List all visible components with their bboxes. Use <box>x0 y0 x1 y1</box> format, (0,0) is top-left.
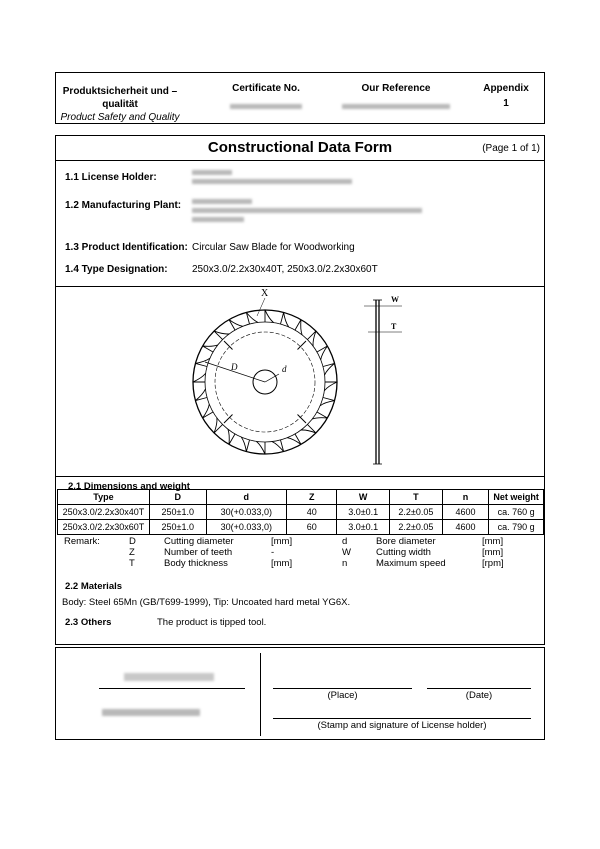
product-id-value: Circular Saw Blade for Woodworking <box>192 242 355 253</box>
remark-sym: D <box>129 536 136 547</box>
header-W: W <box>337 490 390 505</box>
stamp-line <box>273 718 531 719</box>
type-designation-label: 1.4 Type Designation: <box>65 264 168 275</box>
cell: 3.0±0.1 <box>337 505 390 520</box>
drawing-bottom-divider <box>56 476 544 477</box>
remark-desc2: Cutting width <box>376 547 431 558</box>
blade-tooth <box>265 310 274 323</box>
type-designation-value: 250x3.0/2.2x30x40T, 250x3.0/2.2x30x60T <box>192 264 378 275</box>
header-box <box>55 72 545 124</box>
remark-sym: T <box>129 558 135 569</box>
blade-tooth <box>203 404 213 418</box>
header-appendix-column <box>476 83 536 109</box>
cell: ca. 760 g <box>489 505 544 520</box>
reference-number-redacted <box>336 101 456 112</box>
remark-sym2: n <box>342 558 348 569</box>
license-holder-redacted <box>192 170 352 184</box>
saw-blade-front-view <box>193 288 337 454</box>
cell: 40 <box>287 505 337 520</box>
signature-line-left <box>99 688 245 689</box>
remark-unit2: [mm] <box>482 536 504 547</box>
signer-name-redacted <box>102 703 200 721</box>
cell: 2.2±0.05 <box>390 520 443 535</box>
cell: 250±1.0 <box>149 520 206 535</box>
remark-desc2: Maximum speed <box>376 558 446 569</box>
table-row <box>58 505 544 520</box>
signature-redacted <box>124 668 214 686</box>
others-title: 2.3 Others <box>65 617 112 628</box>
form-title-row <box>56 136 544 161</box>
remark-desc: Number of teeth <box>164 547 233 558</box>
remark-desc: Body thickness <box>164 558 228 569</box>
form-title: Constructional Data Form <box>207 139 393 156</box>
place-caption: (Place) <box>327 690 358 701</box>
remark-sym2: W <box>342 547 351 558</box>
appendix-value: 1 <box>503 98 509 109</box>
header-quality-column <box>60 85 180 124</box>
product-id-label: 1.3 Product Identification: <box>65 242 188 253</box>
label-x: X <box>261 288 269 299</box>
table-row <box>58 520 544 535</box>
cell: 250±1.0 <box>149 505 206 520</box>
header-reference-column <box>336 83 456 112</box>
cell: 250x3.0/2.2x30x60T <box>58 520 150 535</box>
saw-blade-drawing <box>56 286 544 476</box>
label-W: W <box>391 295 399 304</box>
section-1 <box>56 160 544 287</box>
label-D: D <box>231 362 238 372</box>
header-D: D <box>149 490 206 505</box>
remark-label: Remark: <box>64 536 100 547</box>
header-quality-title: Produktsicherheit und –qualität <box>62 86 178 110</box>
blade-tooth <box>317 346 327 360</box>
cell: 4600 <box>442 520 489 535</box>
blade-tooth <box>256 441 265 454</box>
manufacturing-plant-redacted <box>192 199 422 222</box>
page-indicator: (Page 1 of 1) <box>482 143 540 154</box>
appendix-label: Appendix <box>483 83 529 94</box>
cell: 60 <box>287 520 337 535</box>
header-type: Type <box>58 490 150 505</box>
cell: 2.2±0.05 <box>390 505 443 520</box>
header-weight: Net weight <box>489 490 544 505</box>
remark-unit: [mm] <box>271 536 293 547</box>
signature-box <box>55 647 545 740</box>
saw-blade-side-view <box>364 295 402 464</box>
materials-text: Body: Steel 65Mn (GB/T699-1999), Tip: Uncoated hard metal YG6X. <box>62 597 351 608</box>
label-T: T <box>391 322 397 331</box>
dimensions-table <box>57 489 544 535</box>
header-Z: Z <box>287 490 337 505</box>
others-text: The product is tipped tool. <box>157 617 267 628</box>
dimensions-header-row <box>58 490 544 505</box>
certificate-number-redacted <box>216 101 316 112</box>
license-holder-label: 1.1 License Holder: <box>65 172 157 183</box>
date-caption: (Date) <box>465 690 493 701</box>
constructional-data-form <box>55 135 545 645</box>
saw-blade-svg <box>56 286 544 476</box>
certificate-label: Certificate No. <box>232 83 300 94</box>
remark-unit2: [mm] <box>482 547 504 558</box>
date-line <box>427 688 531 689</box>
header-n: n <box>442 490 489 505</box>
remark-desc: Cutting diameter <box>164 536 234 547</box>
blade-tooth <box>229 320 243 330</box>
blade-tooth <box>193 373 206 382</box>
manufacturing-plant-label: 1.2 Manufacturing Plant: <box>65 200 182 211</box>
cell: 4600 <box>442 505 489 520</box>
blade-tooth <box>287 434 301 444</box>
signature-divider <box>260 653 261 736</box>
remark-desc2: Bore diameter <box>376 536 436 547</box>
cell: 3.0±0.1 <box>337 520 390 535</box>
materials-title: 2.2 Materials <box>65 581 123 592</box>
cell: 30(+0.033,0) <box>206 520 287 535</box>
stamp-caption: (Stamp and signature of License holder) <box>317 720 487 731</box>
header-T: T <box>390 490 443 505</box>
place-line <box>273 688 412 689</box>
remark-unit: [mm] <box>271 558 293 569</box>
remark-sym: Z <box>129 547 135 558</box>
header-certificate-column <box>216 83 316 112</box>
cell: 30(+0.033,0) <box>206 505 287 520</box>
remark-sym2: d <box>342 536 348 547</box>
remark-unit: - <box>271 547 275 558</box>
reference-label: Our Reference <box>361 83 431 94</box>
x-leader-line <box>257 298 265 316</box>
blade-tooth <box>324 382 337 391</box>
header-quality-subtitle: Product Safety and Quality <box>60 112 180 123</box>
label-d: d <box>282 364 287 374</box>
header-d: d <box>206 490 287 505</box>
cell: ca. 790 g <box>489 520 544 535</box>
dimensions-title: 2.1 Dimensions and weight <box>68 481 190 492</box>
cell: 250x3.0/2.2x30x40T <box>58 505 150 520</box>
remark-unit2: [rpm] <box>482 558 504 569</box>
